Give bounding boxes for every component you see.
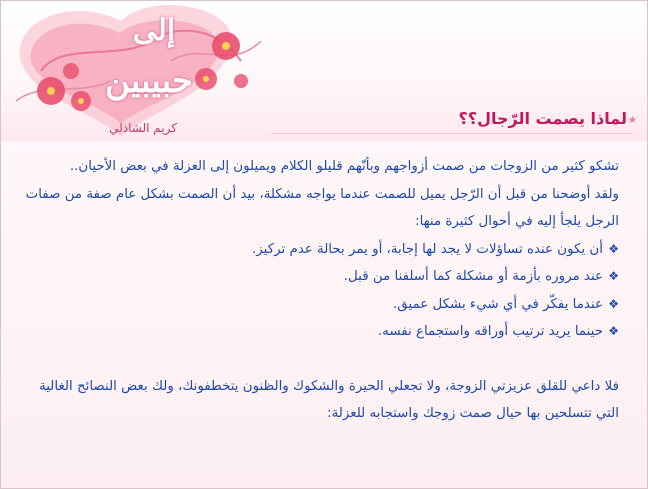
list-item-text: حينما يريد ترتيب أوراقه واستجماع نفسه. xyxy=(377,324,603,339)
list-item xyxy=(15,236,619,264)
paragraph: فلا داعي للقلق عزيزتي الزوجة، ولا تجعلي الحيرة والشكوك والظنون يتخطفونك، ولك بعض النصائح الغالية التي تتسلحين بها حيال صمت زوجك واستجابه للعزلة: xyxy=(39,378,619,421)
list-item xyxy=(15,263,619,291)
bullet-icon: ❖ xyxy=(608,324,619,338)
header-banner xyxy=(1,1,647,141)
article-title-bar xyxy=(271,109,637,134)
author-name: كريم الشاذلي xyxy=(109,121,177,135)
spacer xyxy=(15,346,619,373)
bullet-icon: ❖ xyxy=(608,269,619,283)
paragraph: ولقد أوضحنا من قبل أن الرّجل يميل للصمت عندما يواجه مشكلة، بيد أن الصمت بشكل عام صفة من صفات الرجل يلجأ إليه في أحوال كثيرة منها: xyxy=(25,186,619,229)
list-item-text: عندما يفكّر في أي شيء بشكل عميق. xyxy=(393,296,603,312)
list-item-text: عند مروره بأزمة أو مشكلة كما أسلفنا من قبل. xyxy=(343,269,603,284)
logo-title-line2: حبيبين xyxy=(105,61,193,101)
article-body xyxy=(15,153,619,428)
bullet-icon: ❖ xyxy=(608,296,619,311)
list-item-text: أن يكون عنده تساؤلات لا يجد لها إجابة، أو يمر بحالة عدم تركيز. xyxy=(252,241,603,257)
list-item xyxy=(15,318,619,346)
list-item xyxy=(15,291,619,319)
article-title: لماذا يصمت الرّجال؟؟ xyxy=(458,109,627,128)
star-icon: ★ xyxy=(628,115,637,126)
paragraph: تشكو كثير من الزوجات من صمت أزواجهم وبأنّهم قليلو الكلام ويميلون إلى العزلة في بعض الأحيان.. xyxy=(69,159,619,174)
bullet-icon: ❖ xyxy=(608,241,619,256)
logo-title-line1: إلى xyxy=(132,13,176,48)
